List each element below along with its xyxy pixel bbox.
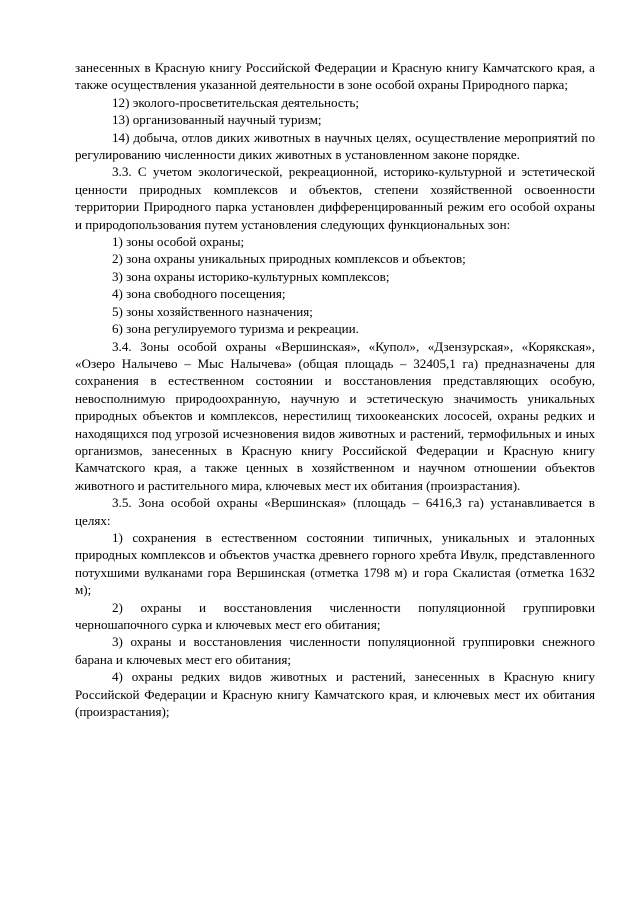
list-item: 3) охраны и восстановления численности популяционной группировки снежного барана и ключевых мест его обитания; <box>75 634 595 667</box>
list-item: 2) охраны и восстановления численности популяционной группировки черношапочного сурка и ключевых мест его обитания; <box>75 599 595 632</box>
list-item: 6) зона регулируемого туризма и рекреации. <box>112 321 359 337</box>
list-item: 1) зоны особой охраны; <box>112 234 245 250</box>
paragraph: 3.5. Зона особой охраны «Вершинская» (площадь – 6416,3 га) устанавливается в целях: <box>75 495 595 528</box>
list-item: 1) сохранения в естественном состоянии типичных, уникальных и эталонных природных комплексов и объектов участка древнего горного хребта Ивулк, представленного потухшими вулканами гора Вершинская (отметка 1798 м) и гора Скалистая (отметка 1632 м); <box>75 529 595 598</box>
list-item: 14) добыча, отлов диких животных в научных целях, осуществление мероприятий по регулированию численности диких животных в установленном законе порядке. <box>75 129 595 163</box>
paragraph: занесенных в Красную книгу Российской Федерации и Красную книгу Камчатского края, а также осуществления указанной деятельности в зоне особой охраны Природного парка; <box>75 60 595 93</box>
list-item: 3) зона охраны историко-культурных комплексов; <box>112 268 390 284</box>
list-item: 4) зона свободного посещения; <box>112 286 286 302</box>
list-item: 12) эколого-просветительская деятельность; <box>112 94 360 110</box>
list-item: 5) зоны хозяйственного назначения; <box>112 303 313 319</box>
list-item: 13) организованный научный туризм; <box>112 112 322 128</box>
list-item: 4) охраны редких видов животных и растений, занесенных в Красную книгу Российской Федерации и Красную книгу Камчатского края, и ключевых мест их обитания (произрастания); <box>75 669 595 720</box>
document-page <box>75 59 595 720</box>
list-item: 2) зона охраны уникальных природных комплексов и объектов; <box>112 251 466 267</box>
paragraph: 3.4. Зоны особой охраны «Вершинская», «Купол», «Дзензурская», «Корякская», «Озеро Налычево – Мыс Налычева» (общая площадь – 32405,1 га) предназначены для сохранения в естественном состоянии и восстановления представляющих особую, невосполнимую природоохранную, научную и эстетическую значимость уникальных природных объектов и комплексов, нерестилищ тихоокеанских лососей, охраны редких и находящихся под угрозой исчезновения видов животных и растений, термофильных и иных организмов, занесенных в Красную книгу Российской Федерации и Красную книгу Камчатского края, а также ценных в хозяйственном и научном отношении объектов животного и растительного мира, ключевых мест их обитания (произрастания). <box>75 338 595 493</box>
paragraph: 3.3. С учетом экологической, рекреационной, историко-культурной и эстетической ценности природных комплексов и объектов, степени хозяйственной освоенности территории Природного парка установлен дифференцированный режим его особой охраны и природопользования путем установления следующих функциональных зон: <box>75 164 595 232</box>
